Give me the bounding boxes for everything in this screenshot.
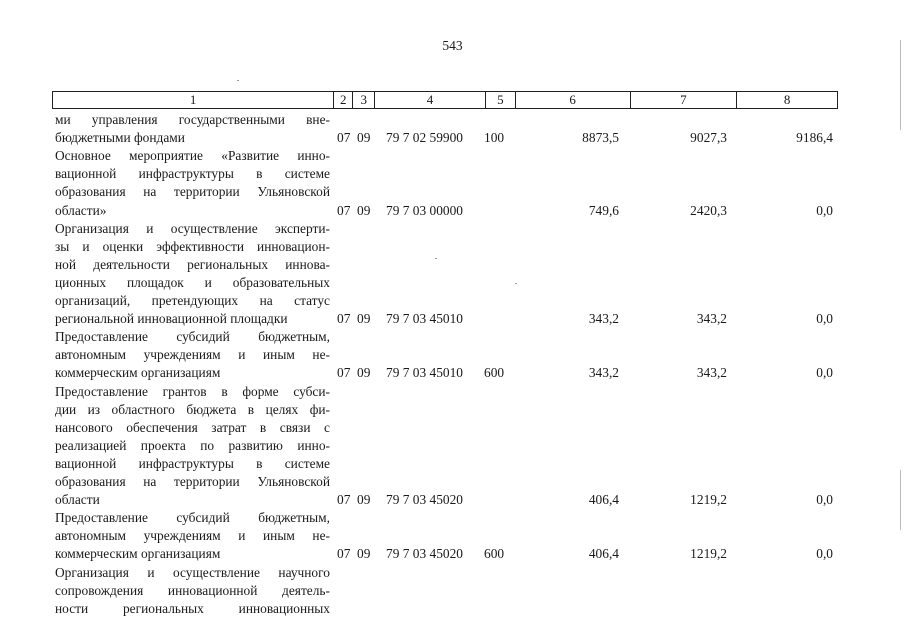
cell-c2: 07 [337,311,351,327]
cell-c8: 0,0 [816,311,833,327]
row-description: образования на территории Ульяновской [55,184,330,200]
row-description: области [55,492,100,508]
cell-c4: 79 7 03 45010 [386,365,463,381]
table-line [0,310,905,328]
cell-c2: 07 [337,546,351,562]
row-description: коммерческим организациям [55,546,221,562]
cell-c5: 600 [484,546,505,562]
header-col-8: 8 [736,92,837,108]
row-description: Основное мероприятие «Развитие инно- [55,148,330,164]
table-line [0,491,905,509]
table-line [0,346,905,364]
table-line [0,328,905,346]
row-description: образования на территории Ульяновской [55,474,330,489]
table-line [0,564,905,582]
table-header [52,91,838,109]
table-line [0,364,905,382]
cell-c8: 9186,4 [796,130,833,146]
row-description: Организация и осуществление эксперти- [55,220,330,236]
row-description: реализацией проекта по развитию инно- [55,437,330,453]
scan-speck [237,80,239,81]
row-description: сопровождения инновационной деятель- [55,582,330,598]
scan-edge-mark [900,40,901,130]
cell-c3: 09 [357,546,371,562]
cell-c6: 8873,5 [582,130,619,146]
row-description: региональной инновационной площадки [55,311,288,327]
row-description: ционных площадок и образовательных [55,274,330,290]
table-line [0,274,905,292]
cell-c4: 79 7 03 45020 [386,492,463,508]
cell-c3: 09 [357,130,371,146]
table-line [0,437,905,455]
table-line [0,600,905,618]
row-description: вационной инфраструктуры в системе [55,166,330,182]
table-line [0,183,905,201]
table-line [0,147,905,165]
table-line [0,220,905,238]
table-line [0,582,905,600]
row-description: коммерческим организациям [55,365,221,381]
cell-c7: 343,2 [696,365,727,381]
table-line [0,165,905,183]
table-line [0,292,905,310]
table-line [0,111,905,129]
table-line [0,473,905,491]
cell-c5: 600 [484,365,505,381]
cell-c6: 406,4 [588,492,619,508]
table-line [0,256,905,274]
row-description: автономным учреждениям и иным не- [55,347,330,363]
row-description: Предоставление субсидий бюджетным, [55,510,330,526]
table-line [0,419,905,437]
header-col-6: 6 [515,92,630,108]
cell-c7: 2420,3 [690,202,727,218]
table-line [0,545,905,563]
cell-c3: 09 [357,202,371,218]
table-line [0,202,905,220]
cell-c8: 0,0 [816,546,833,562]
cell-c8: 0,0 [816,492,833,508]
cell-c8: 0,0 [816,202,833,218]
cell-c2: 07 [337,130,351,146]
cell-c4: 79 7 02 59900 [386,130,463,146]
table-line [0,401,905,419]
header-col-5: 5 [485,92,515,108]
row-description: Организация и осуществление научного [55,564,330,580]
table-line [0,455,905,473]
table-line [0,129,905,147]
cell-c3: 09 [357,311,371,327]
cell-c2: 07 [337,492,351,508]
row-description: ми управления государственными вне- [55,112,330,127]
cell-c4: 79 7 03 00000 [386,202,463,218]
row-description: нансового обеспечения затрат в связи с [55,419,330,435]
cell-c6: 343,2 [588,365,619,381]
row-description: бюджетными фондами [55,130,185,146]
cell-c8: 0,0 [816,365,833,381]
cell-c3: 09 [357,492,371,508]
row-description: автономным учреждениям и иным не- [55,528,330,544]
row-description: ности региональных инновационных [55,600,330,616]
cell-c6: 406,4 [588,546,619,562]
cell-c2: 07 [337,365,351,381]
row-description: организаций, претендующих на статус [55,293,330,308]
scan-speck [515,283,517,284]
scan-edge-mark [900,470,901,530]
row-description: ной деятельности региональных иннова- [55,256,330,272]
cell-c7: 343,2 [696,311,727,327]
header-col-7: 7 [630,92,737,108]
cell-c3: 09 [357,365,371,381]
scan-speck [435,258,437,259]
row-description: дии из областного бюджета в целях фи- [55,401,330,417]
header-col-1: 1 [189,92,197,107]
cell-c6: 343,2 [588,311,619,327]
row-description: Предоставление субсидий бюджетным, [55,329,330,345]
cell-c2: 07 [337,202,351,218]
row-description: вационной инфраструктуры в системе [55,455,330,471]
cell-c7: 9027,3 [690,130,727,146]
header-col-4: 4 [374,92,485,108]
cell-c7: 1219,2 [690,492,727,508]
page-number: 543 [442,38,463,53]
header-col-3: 3 [352,92,374,108]
header-col-2: 2 [333,92,352,108]
cell-c4: 79 7 03 45020 [386,546,463,562]
row-description: области» [55,202,107,218]
row-description: зы и оценки эффективности инновацион- [55,238,330,254]
table-line [0,509,905,527]
cell-c6: 749,6 [588,202,619,218]
cell-c5: 100 [484,130,505,146]
table-line [0,238,905,256]
cell-c7: 1219,2 [690,546,727,562]
row-description: Предоставление грантов в форме субси- [55,383,330,399]
cell-c4: 79 7 03 45010 [386,311,463,327]
table-line [0,527,905,545]
table-line [0,383,905,401]
